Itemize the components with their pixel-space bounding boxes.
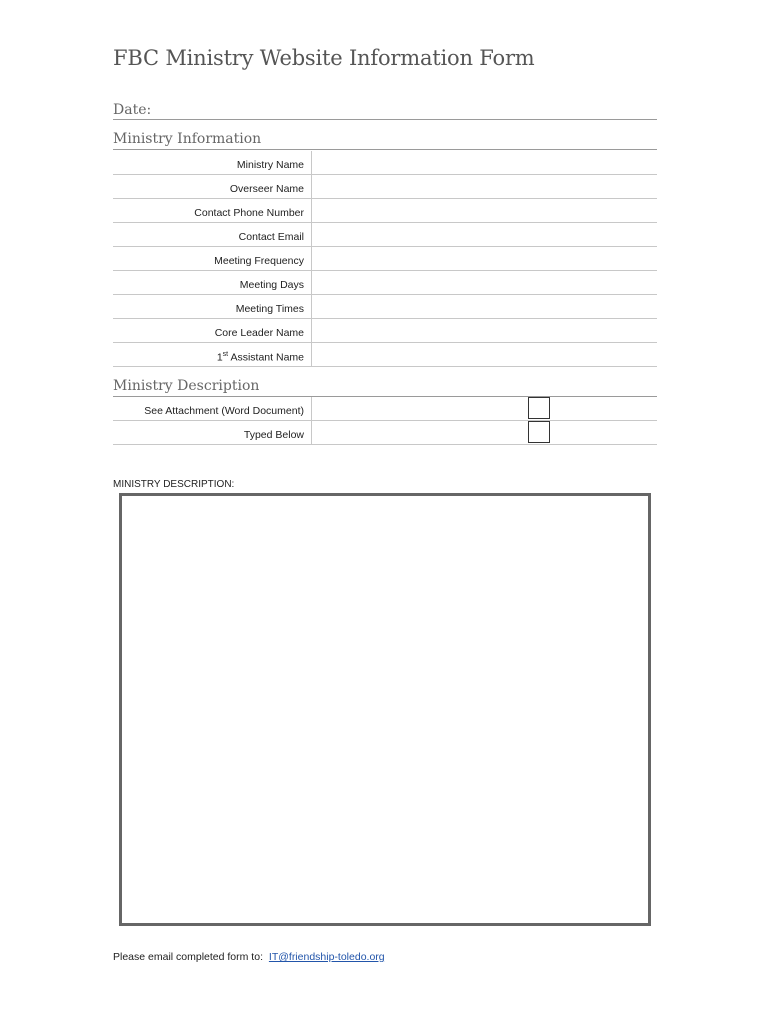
meeting-times-label: Meeting Times [235,303,304,315]
see-attachment-label: See Attachment (Word Document) [144,405,304,417]
table-row [113,271,657,295]
meeting-frequency-field[interactable] [311,247,657,270]
table-row [113,421,657,445]
table-row [113,295,657,319]
table-row [113,247,657,271]
table-row [113,397,657,421]
form-title: FBC Ministry Website Information Form [113,46,535,70]
footer [113,951,385,963]
typed-below-checkbox[interactable] [528,421,550,443]
ministry-description-heading: Ministry Description [113,378,657,397]
meeting-times-field[interactable] [311,295,657,318]
core-leader-name-label: Core Leader Name [214,327,304,339]
first-assistant-name-label [217,351,304,364]
date-field[interactable] [113,101,657,120]
ministry-name-label: Ministry Name [236,159,304,171]
contact-phone-field[interactable] [311,199,657,222]
table-row [113,223,657,247]
typed-below-label: Typed Below [243,429,304,441]
overseer-name-field[interactable] [311,175,657,198]
ministry-description-label: MINISTRY DESCRIPTION: [113,479,235,490]
contact-phone-label: Contact Phone Number [194,207,304,219]
table-row [113,343,657,367]
ordinal-number: 1 [216,351,223,363]
typed-below-cell [311,421,657,444]
label-text: Assistant Name [228,351,304,363]
table-row [113,151,657,175]
meeting-days-field[interactable] [311,271,657,294]
ministry-name-field[interactable] [311,151,657,174]
table-row [113,175,657,199]
see-attachment-cell [311,397,657,420]
contact-email-field[interactable] [311,223,657,246]
ministry-description-options [113,397,657,445]
date-label: Date: [113,102,152,118]
first-assistant-name-field[interactable] [311,343,657,366]
ordinal-suffix: st [222,350,229,358]
ministry-information-heading: Ministry Information [113,131,657,150]
meeting-days-label: Meeting Days [239,279,304,291]
ministry-description-textarea[interactable] [119,493,651,926]
footer-text: Please email completed form to: [113,951,263,963]
see-attachment-checkbox[interactable] [528,397,550,419]
email-link[interactable]: IT@friendship-toledo.org [268,951,385,963]
meeting-frequency-label: Meeting Frequency [214,255,304,267]
table-row [113,319,657,343]
table-row [113,199,657,223]
overseer-name-label: Overseer Name [229,183,304,195]
core-leader-name-field[interactable] [311,319,657,342]
contact-email-label: Contact Email [238,231,304,243]
ministry-information-table [113,151,657,367]
